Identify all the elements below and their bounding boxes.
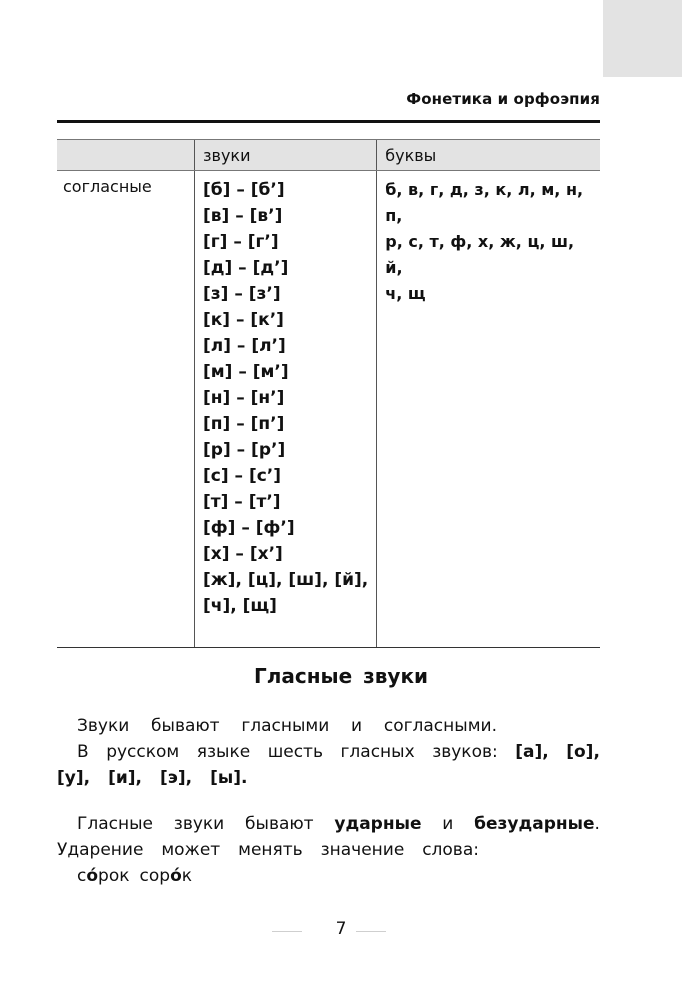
word-part: к <box>181 866 193 886</box>
unpaired-sounds-line: [ж], [ц], [ш], [й], <box>203 570 369 590</box>
sound-pair: [л] – [л’] <box>203 336 286 356</box>
example-word <box>140 863 193 889</box>
paragraph-vowels-intro <box>57 713 600 791</box>
vowel-sound: [э], <box>160 768 193 788</box>
text-line <box>57 837 479 863</box>
letters-line: ч, щ <box>385 284 426 303</box>
word: менять <box>238 840 303 860</box>
unpaired-sounds-line: [ч], [щ] <box>203 596 277 616</box>
word: может <box>161 840 221 860</box>
stressed-vowel: о́ <box>86 866 99 886</box>
period: . <box>594 814 600 834</box>
word-part: с <box>77 866 87 886</box>
word: Ударение <box>57 840 144 860</box>
word: Гласные <box>77 814 153 834</box>
sound-pair: [б] – [б’] <box>203 180 285 200</box>
table-header-row <box>57 140 600 171</box>
word-part: сор <box>139 866 171 886</box>
word: звуки <box>173 814 225 834</box>
word: слова: <box>422 840 479 860</box>
page-number: 7 <box>335 919 347 939</box>
sound-pair: [ф] – [ф’] <box>203 518 295 538</box>
vowel-sound: [у], <box>57 768 91 788</box>
running-title: Фонетика и орфоэпия <box>406 90 600 108</box>
vowel-sound: [и], <box>108 768 143 788</box>
text-line <box>57 765 600 791</box>
vowel-sound: [о], <box>566 742 600 762</box>
sounds-cell <box>195 171 377 648</box>
example-line <box>57 863 600 889</box>
word: бывают <box>245 814 314 834</box>
row-label: согласные <box>63 177 152 196</box>
word: Звуки <box>77 716 130 736</box>
word: языке <box>196 742 251 762</box>
vowel-sound: [а], <box>515 742 549 762</box>
sound-pair: [с] – [с’] <box>203 466 282 486</box>
sound-pair: [к] – [к’] <box>203 310 284 330</box>
header-rule <box>57 120 600 123</box>
sound-pair: [в] – [в’] <box>203 206 283 226</box>
sound-pair: [х] – [х’] <box>203 544 283 564</box>
sound-pair: [з] – [з’] <box>203 284 281 304</box>
word: бывают <box>151 716 220 736</box>
column-header-letters: буквы <box>377 140 600 171</box>
text-line <box>57 811 600 837</box>
consonants-table <box>57 139 600 648</box>
sound-pair: [т] – [т’] <box>203 492 281 512</box>
word: и <box>442 814 454 834</box>
word-part: рок <box>98 866 130 886</box>
sound-pair: [н] – [н’] <box>203 388 285 408</box>
vowel-sound: [ы]. <box>210 768 248 788</box>
letters-list <box>385 177 592 307</box>
column-header-category <box>57 140 195 171</box>
section-title: Гласные звуки <box>253 664 429 688</box>
sound-pair: [д] – [д’] <box>203 258 289 278</box>
column-header-sounds: звуки <box>195 140 377 171</box>
word: В <box>77 742 89 762</box>
text-line <box>57 713 497 739</box>
corner-tab <box>603 0 682 77</box>
sound-pair: [р] – [р’] <box>203 440 286 460</box>
term-stressed: ударные <box>334 814 422 834</box>
word: гласными <box>241 716 330 736</box>
sound-pair: [м] – [м’] <box>203 362 289 382</box>
word: гласных <box>340 742 415 762</box>
folio-rule-right <box>356 931 386 932</box>
word: шесть <box>267 742 323 762</box>
word: согласными. <box>383 716 497 736</box>
sound-pair: [п] – [п’] <box>203 414 285 434</box>
sound-pairs-list <box>203 177 368 619</box>
word: значение <box>320 840 405 860</box>
word: звуков: <box>432 742 498 762</box>
word: и <box>351 716 363 736</box>
text-line <box>57 739 600 765</box>
letters-cell <box>377 171 600 648</box>
paragraph-stress <box>57 811 600 889</box>
letters-line: р, с, т, ф, х, ж, ц, ш, й, <box>385 232 575 277</box>
word: русском <box>106 742 180 762</box>
stressed-vowel: о́ <box>170 866 182 886</box>
example-word <box>77 863 130 889</box>
sound-pair: [г] – [г’] <box>203 232 279 252</box>
term-unstressed: безударные <box>474 814 595 834</box>
letters-line: б, в, г, д, з, к, л, м, н, п, <box>385 180 584 225</box>
row-label-cell <box>57 171 195 648</box>
table-row <box>57 171 600 648</box>
